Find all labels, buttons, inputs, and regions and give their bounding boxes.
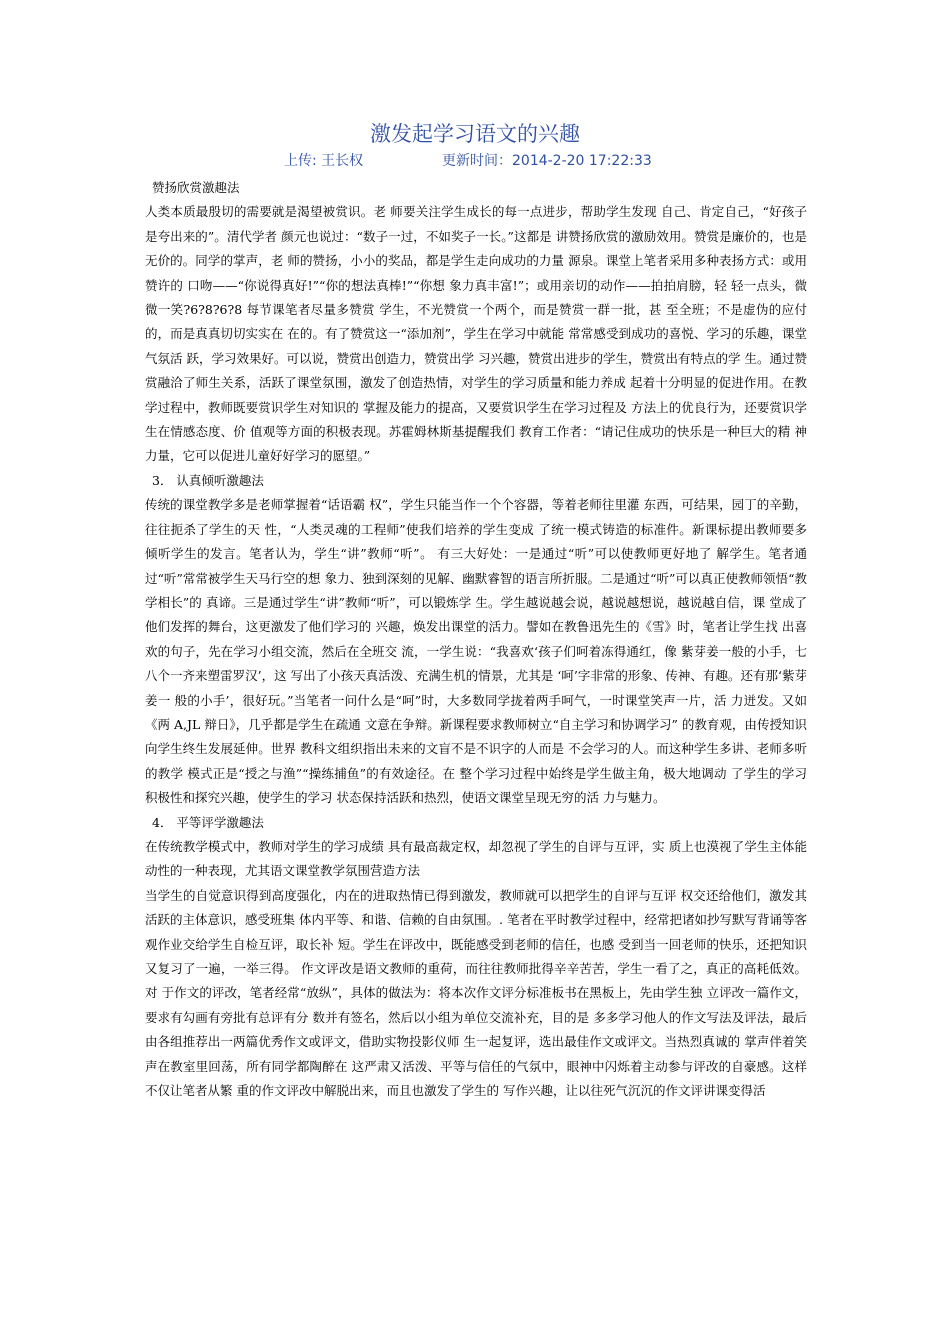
article-body [145,176,807,1103]
uploader-label: 上传: 王长权 [284,153,364,169]
paragraph: 传统的课堂教学多是老师掌握着“话语霸 权”，学生只能当作一个个容器，等着老师往里灌 东西，可结果，园丁的辛勤，往往扼杀了学生的天 性，“人类灵魂的工程师”使我们培养的学生变成 了统一模式铸造的标准件。新课标提出教师要多 倾听学生的发言。笔者认为，学生“讲”教师“听”。 有三大好处：一是通过“听”可以使教师更好地了 解学生。笔者通过“听”常常被学生天马行空的想 象力、独到深刻的见解、幽默睿智的语言所折服。二是通过“听”可以真正使教师领悟“教学相长”的 真谛。三是通过学生“讲”教师“听”，可以锻炼学 生。学生越说越会说，越说越想说，越说越自信，课 堂成了他们发挥的舞台，这更激发了他们学习的 兴趣，焕发出课堂的活力。譬如在教鲁迅先生的《雪》时，笔者让学生找 出喜欢的句子，先在学习小组交流，然后在全班交 流，一学生说：“我喜欢‘孩子们呵着冻得通红，像 紫芽姜一般的小手，七八个一齐来塑雷罗汉’，这 写出了小孩天真活泼、充满生机的情景，尤其是 ‘呵’字非常的形象、传神、有趣。还有那‘紫芽姜一 般的小手’，很好玩。”当笔者一问什么是“呵”时，大多数同学拢着两手呵气，一时课堂笑声一片，活 力迸发。又如《两 A,JL 辩日》，几乎都是学生在疏通 文意在争辩。新课程要求教师树立“自主学习和协调学习” 的教育观，由传授知识向学生终生发展延伸。世界 教科文组织指出未来的文盲不是不识字的人而是 不会学习的人。而这种学生多讲、老师多听的教学 模式正是“授之与渔”“操练捕鱼”的有效途径。在 整个学习过程中始终是学生做主角，极大地调动 了学生的学习积极性和探究兴趣，使学生的学习 状态保持活跃和热烈，使语文课堂呈现无穷的活 力与魅力。 [145,497,807,806]
update-time: 更新时间：2014-2-20 17:22:33 [442,153,652,169]
section-heading: 4． 平等评学激趣法 [152,814,264,830]
article-title: 激发起学习语文的兴趣 [370,122,580,146]
paragraph: 当学生的自觉意识得到高度强化，内在的进取热情已得到激发，教师就可以把学生的自评与互评 权交还给他们，激发其活跃的主体意识，感受班集 体内平等、和谐、信赖的自由氛围。. 笔者在平时教学过程中，经常把诸如抄写默写背诵等客观作业交给学生自检互评，取长补 短。学生在评改中，既能感受到老师的信任，也感 受到当一回老师的快乐，还把知识又复习了一遍，一举三得。 作文评改是语文教师的重荷，而往往教师批得辛辛苦苦，学生一看了之，真正的高耗低效。对 于作文的评改，笔者经常“放纵”，具体的做法为：将本次作文评分标准板书在黑板上，先由学生独 立评改一篇作文，要求有勾画有旁批有总评有分 数并有签名，然后以小组为单位交流补充，目的是 多多学习他人的作文写法及评法，最后由各组推荐出一两篇优秀作文或评文，借助实物投影仪师 生一起复评，选出最佳作文或评文。当热烈真诚的 掌声伴着笑声在教室里回荡，所有同学都陶醉在 这严肃又活泼、平等与信任的气氛中，眼神中闪烁着主动参与评改的自豪感。这样不仅让笔者从繁 重的作文评改中解脱出来，而且也激发了学生的 写作兴趣，让以往死气沉沉的作文评讲课变得活 [145,887,807,1099]
paragraph: 在传统教学模式中，教师对学生的学习成绩 具有最高裁定权，却忽视了学生的自评与互评，实 质上也漠视了学生主体能动性的一种表现，尤其语文课堂教学氛围营造方法 [145,838,807,879]
section-heading: 赞扬欣赏激趣法 [152,180,240,195]
paragraph: 人类本质最殷切的需要就是渴望被赏识。老 师要关注学生成长的每一点进步，帮助学生发现 自己、肯定自己，“好孩子是夸出来的”。清代学者 颜元也说过：“数子一过，不如奖子一长。”这都是 讲赞扬欣赏的激励效用。赞赏是廉价的，也是无价的。同学的掌声，老 师的赞扬，小小的奖品，都是学生走向成功的力量 源泉。课堂上笔者采用多种表扬方式：或用赞许的 口吻——“你说得真好!”“你的想法真棒!”“你想 象力真丰富!”；或用亲切的动作——拍拍肩膀，轻 轻一点头，微微一笑?6?8?6?8 每节课笔者尽量多赞赏 学生，不光赞赏一个两个，而是赞赏一群一批，甚 至全班；不是虚伪的应付的，而是真真切切实实在 在的。有了赞赏这一“添加剂”，学生在学习中就能 常常感受到成功的喜悦、学习的乐趣，课堂气氛活 跃，学习效果好。可以说，赞赏出创造力，赞赏出学 习兴趣，赞赏出进步的学生，赞赏出有特点的学 生。通过赞赏融洽了师生关系，活跃了课堂氛围，激发了创造热情，对学生的学习质量和能力养成 起着十分明显的促进作用。在教学过程中，教师既要赏识学生对知识的 掌握及能力的提高，又要赏识学生在学习过程及 方法上的优良行为，还要赏识学生在情感态度、价 值观等方面的积极表现。苏霍姆林斯基提醒我们 教育工作者：“请记住成功的快乐是一种巨大的精 神力量，它可以促进儿童好好学习的愿望。” [145,204,807,464]
section-heading: 3． 认真倾听激趣法 [152,472,264,488]
